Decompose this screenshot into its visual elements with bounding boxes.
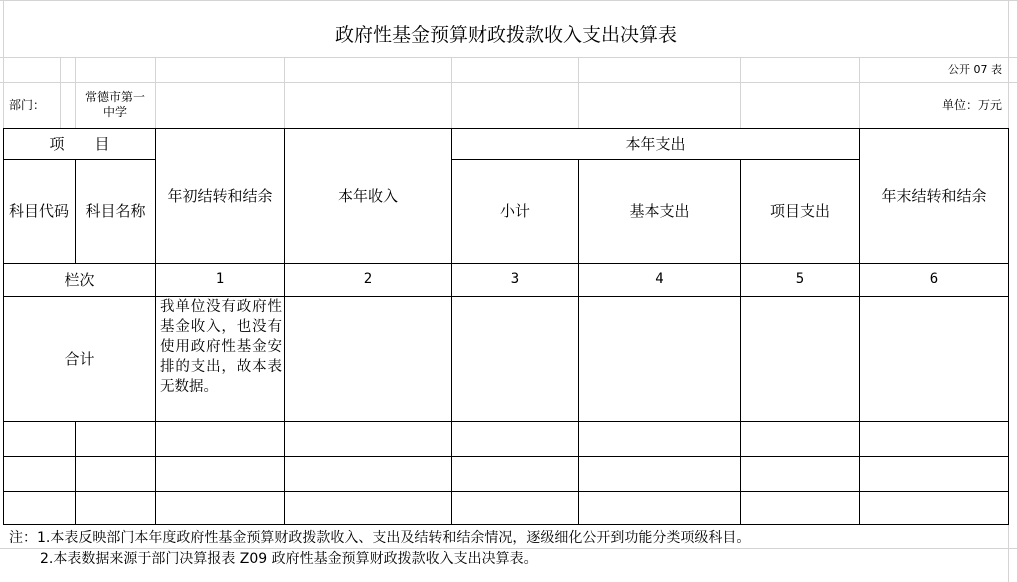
column-number: 3	[510, 271, 520, 288]
column-number: 6	[929, 271, 939, 288]
gridline	[451, 57, 452, 128]
column-index-label: 栏次	[64, 270, 95, 289]
header-name: 科目名称	[85, 202, 146, 221]
column-number: 4	[655, 271, 664, 288]
footnote-2: 2.本表数据来源于部门决算报表 Z09 政府性基金预算财政拨款收入支出决算表。	[40, 551, 538, 568]
header-basic-expense: 基本支出	[629, 202, 690, 221]
department-label: 部门：	[9, 97, 46, 112]
header-code: 科目代码	[9, 202, 70, 221]
header-expense: 本年支出	[625, 134, 686, 153]
header-end-balance: 年末结转和结余	[881, 186, 987, 205]
header-subtotal: 小计	[499, 202, 530, 221]
header-begin-balance: 年初结转和结余	[167, 186, 273, 205]
header-income: 本年收入	[337, 186, 398, 205]
table-border	[1008, 128, 1009, 525]
total-label: 合计	[64, 349, 95, 368]
gridline	[740, 57, 741, 128]
header-item: 项 目	[49, 134, 110, 153]
column-number: 2	[363, 271, 373, 288]
footnote-1: 注：1.本表反映部门本年度政府性基金预算财政拨款收入、支出及结转和结余情况，逐级细化公开到功能分类项级科目。	[9, 530, 751, 547]
unit-label: 单位：万元	[941, 97, 1002, 112]
department-name: 常德市第一中学	[84, 90, 145, 119]
form-code: 公开 07 表	[948, 63, 1002, 77]
gridline	[155, 57, 156, 128]
gridline	[578, 57, 579, 128]
column-number: 1	[215, 271, 225, 288]
header-project-expense: 项目支出	[769, 202, 830, 221]
gridline	[0, 0, 1017, 1]
gridline	[284, 57, 285, 128]
table-border	[75, 421, 76, 525]
page-title: 政府性基金预算财政拨款收入支出决算表	[334, 24, 677, 47]
gridline	[75, 57, 76, 128]
column-number: 5	[795, 271, 805, 288]
total-note: 我单位没有政府性基金收入，也没有使用政府性基金安排的支出，故本表无数据。	[160, 299, 282, 395]
